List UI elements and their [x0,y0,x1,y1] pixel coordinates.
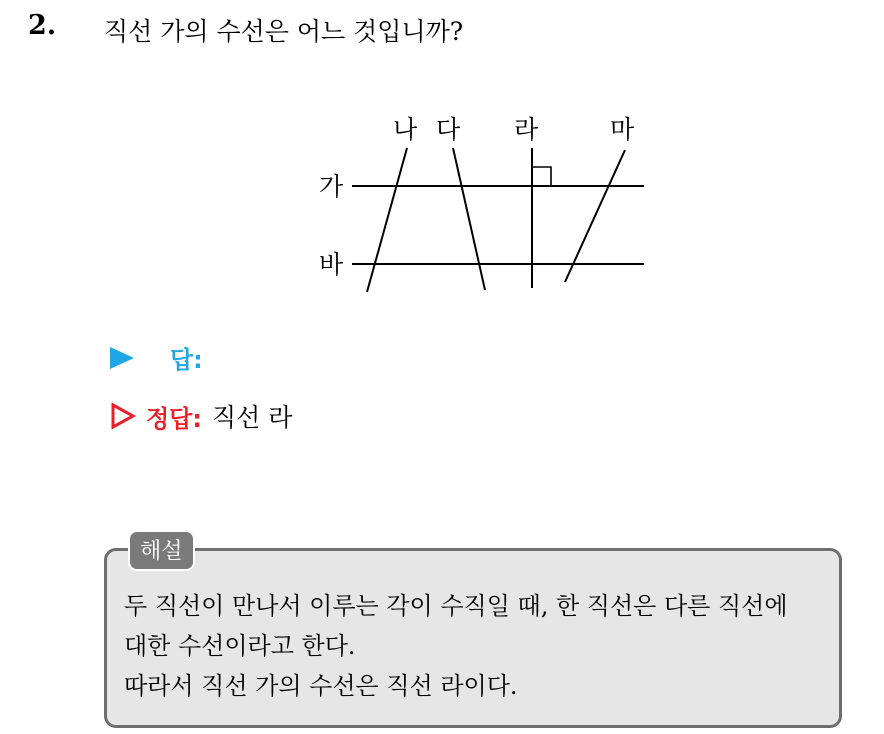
line-ma [565,150,625,282]
explanation-line: 대한 수선이라고 한다. [124,632,356,660]
explanation-text [124,586,840,706]
line-figure [300,100,660,300]
explanation-line: 두 직선이 만나서 이루는 각이 수직일 때, 한 직선은 다른 직선에 [124,592,788,620]
answer-blank-label: 답: [170,346,203,374]
answer-correct-row [110,398,292,434]
line-na [367,148,407,292]
question-text: 직선 가의 수선은 어느 것입니까? [104,17,464,46]
answer-blank-row [110,340,203,375]
label-ra: 라 [514,115,539,144]
answer-correct-label: 정답: [146,404,202,433]
explanation-line: 따라서 직선 가의 수선은 직선 라이다. [124,672,518,700]
line-da [453,148,485,290]
right-angle-mark [532,167,551,186]
answer-correct-value: 직선 라 [211,403,293,432]
label-na: 나 [393,115,418,144]
label-da: 다 [436,115,461,144]
play-arrow-icon [110,347,134,369]
explanation-title: 해설 [128,530,195,571]
question-number: 2. [28,10,57,41]
label-ga: 가 [319,172,344,201]
label-ba: 바 [319,250,344,279]
outline-arrow-icon [110,403,136,429]
label-ma: 마 [610,115,635,144]
